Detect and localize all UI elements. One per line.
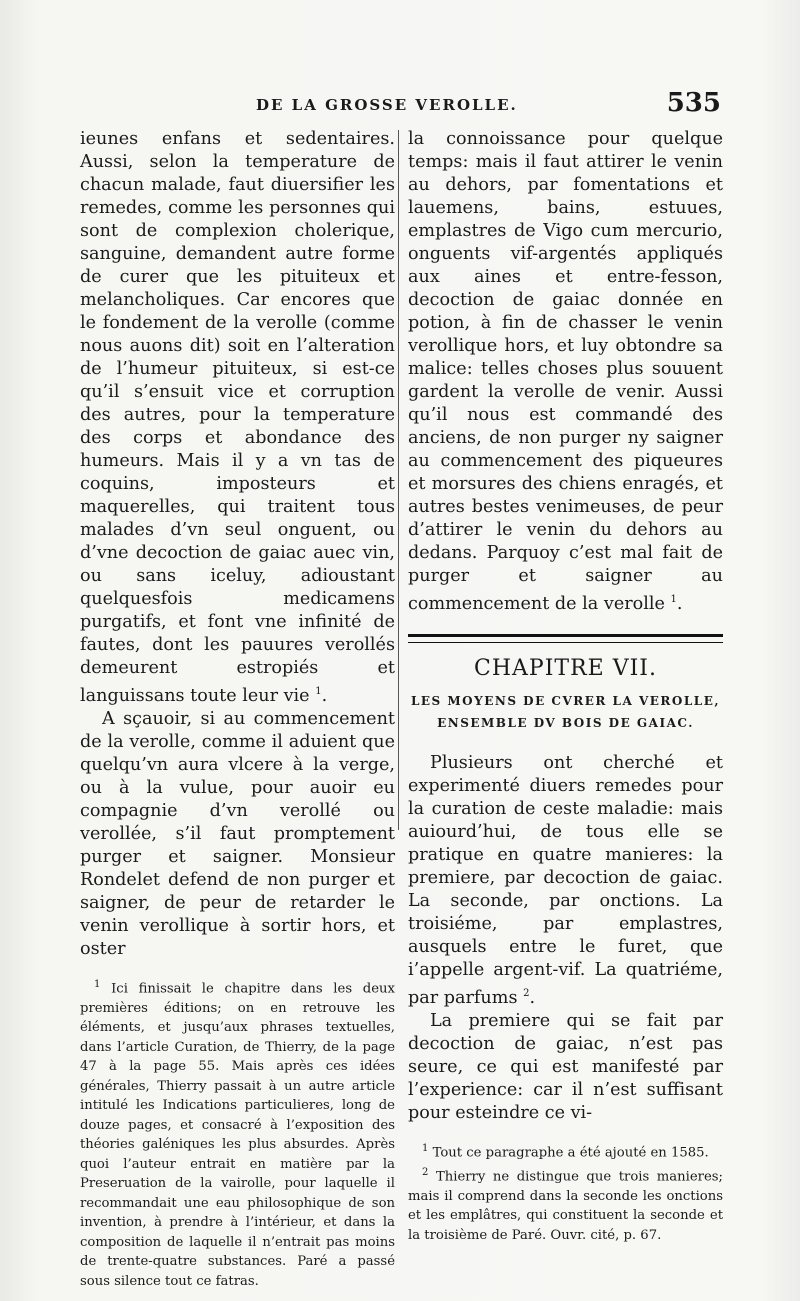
footnote-ref: 2 (523, 987, 530, 999)
page-header (76, 88, 721, 122)
left-column (80, 128, 395, 1291)
right-paragraph-1: la connoissance pour quelque temps: mais il faut attirer le venin au dehors, par fomentations et lauemens, bains, estuues, emplastres de Vigo cum mercurio, onguents vif-argentés appliqués aux aines et entre-fesson, decoction de gaiac donnée en potion, à fin de chasser le venin verollique hors, et luy obtondre sa malice: telles choses plus souuent gardent la verolle de venir. Aussi qu’il nous est commandé des anciens, de non purger ny saigner au commencement des piqueures et morsures des chiens enragés, et autres bestes venimeuses, de peur d’attirer le venin du dehors au dedans. Parquoy c’est mal fait de purger et saigner au commencement de la verolle $^1$. (408, 129, 723, 614)
right-footnotes (408, 1139, 723, 1245)
running-head: DE LA GROSSE VEROLLE. (256, 96, 518, 114)
left-paragraph-2: A sçauoir, si au commencement de la verolle, comme il aduient que quelqu’vn aura vlcere à la verge, ou à la vulue, pour auoir eu compagnie d’vn verollé ou verollée, s’il faut promptement purger et saigner. Monsieur Rondelet defend de non purger et saigner, de peur de retarder le venin verollique à sortir hors, et oster (80, 708, 395, 959)
page-number: 535 (666, 88, 721, 118)
left-paragraph-1: ieunes enfans et sedentaires. Aussi, selon la temperature de chacun malade, faut diuersifier les remedes, comme les personnes qui sont de complexion cholerique, sanguine, demandent autre forme de curer que les pituiteux et melancholiques. Car encores que le fondement de la verolle (comme nous auons dit) soit en l’alteration de l’humeur pituiteux, si est-ce qu’il s’ensuit vice et corruption des autres, pour la temperature des corps et abondance des humeurs. Mais il y a vn tas de coquins, imposteurs et maquerelles, qui traitent tous malades d’vn seul onguent, ou d’vne decoction de gaiac auec vin, ou sans iceluy, adioustant quelquesfois medicamens purgatifs, et font vne infinité de fautes, dont les pauures verollés demeurent estropiés et languissans toute leur vie $^1$. (80, 129, 395, 706)
footnote-2: $^2$ Thierry ne distingue que trois manieres; mais il comprend dans la seconde les onctions et les emplâtres, qui constituent la seconde et la troisième de Paré. Ouvr. cité, p. 67. (408, 1166, 723, 1243)
chapter-title: CHAPITRE VII. (474, 655, 657, 681)
footnote-1: $^1$ Tout ce paragraphe a été ajouté en 1585. (422, 1142, 709, 1161)
column-divider (398, 130, 399, 830)
chapter-subtitle: LES MOYENS DE CVRER LA VEROLLE, ENSEMBLE DV BOIS DE GAIAC. (410, 693, 721, 730)
right-paragraph-3: La premiere qui se fait par decoction de gaiac, n’est pas seure, ce qui est manifesté par l’experience: car il n’est suffisant pour esteindre ce vi- (408, 1010, 723, 1123)
footnote-ref: 1 (670, 594, 677, 605)
right-paragraph-2: Plusieurs ont cherché et experimenté diuers remedes pour la curation de ceste maladie: mais auiourd’hui, de tous elle se pratique en quatre manieres: la premiere, par decoction de gaiac. La seconde, par onctions. La troisiéme, par emplastres, ausquels entre le furet, que i’appelle argent-vif. La quatriéme, par parfums $^2$. (408, 752, 723, 1008)
left-footnotes (80, 975, 395, 1291)
footnote-1: $^1$ Ici finissait le chapitre dans les deux premières éditions; on en retrouve les éléments, et jusqu’aux phrases textuelles, dans l’article Curation, de Thierry, de la page 47 à la page 55. Mais après ces idées générales, Thierry passait à un autre article intitulé les Indications particulieres, long de douze pages, et consacré à l’exposition des théories galéniques les plus absurdes. Après quoi l’auteur entrait en matière par la Preseruation de la vairolle, pour laquelle il recommandait une eau philosophique de son invention, à prendre à l’intérieur, et dans la composition de laquelle il n’entrait pas moins de trente-quatre substances. Paré a passé sous silence tout ce fatras. (80, 978, 395, 1289)
footnote-ref: 1 (315, 686, 322, 697)
right-column (408, 128, 723, 1245)
chapter-rule (408, 634, 723, 643)
